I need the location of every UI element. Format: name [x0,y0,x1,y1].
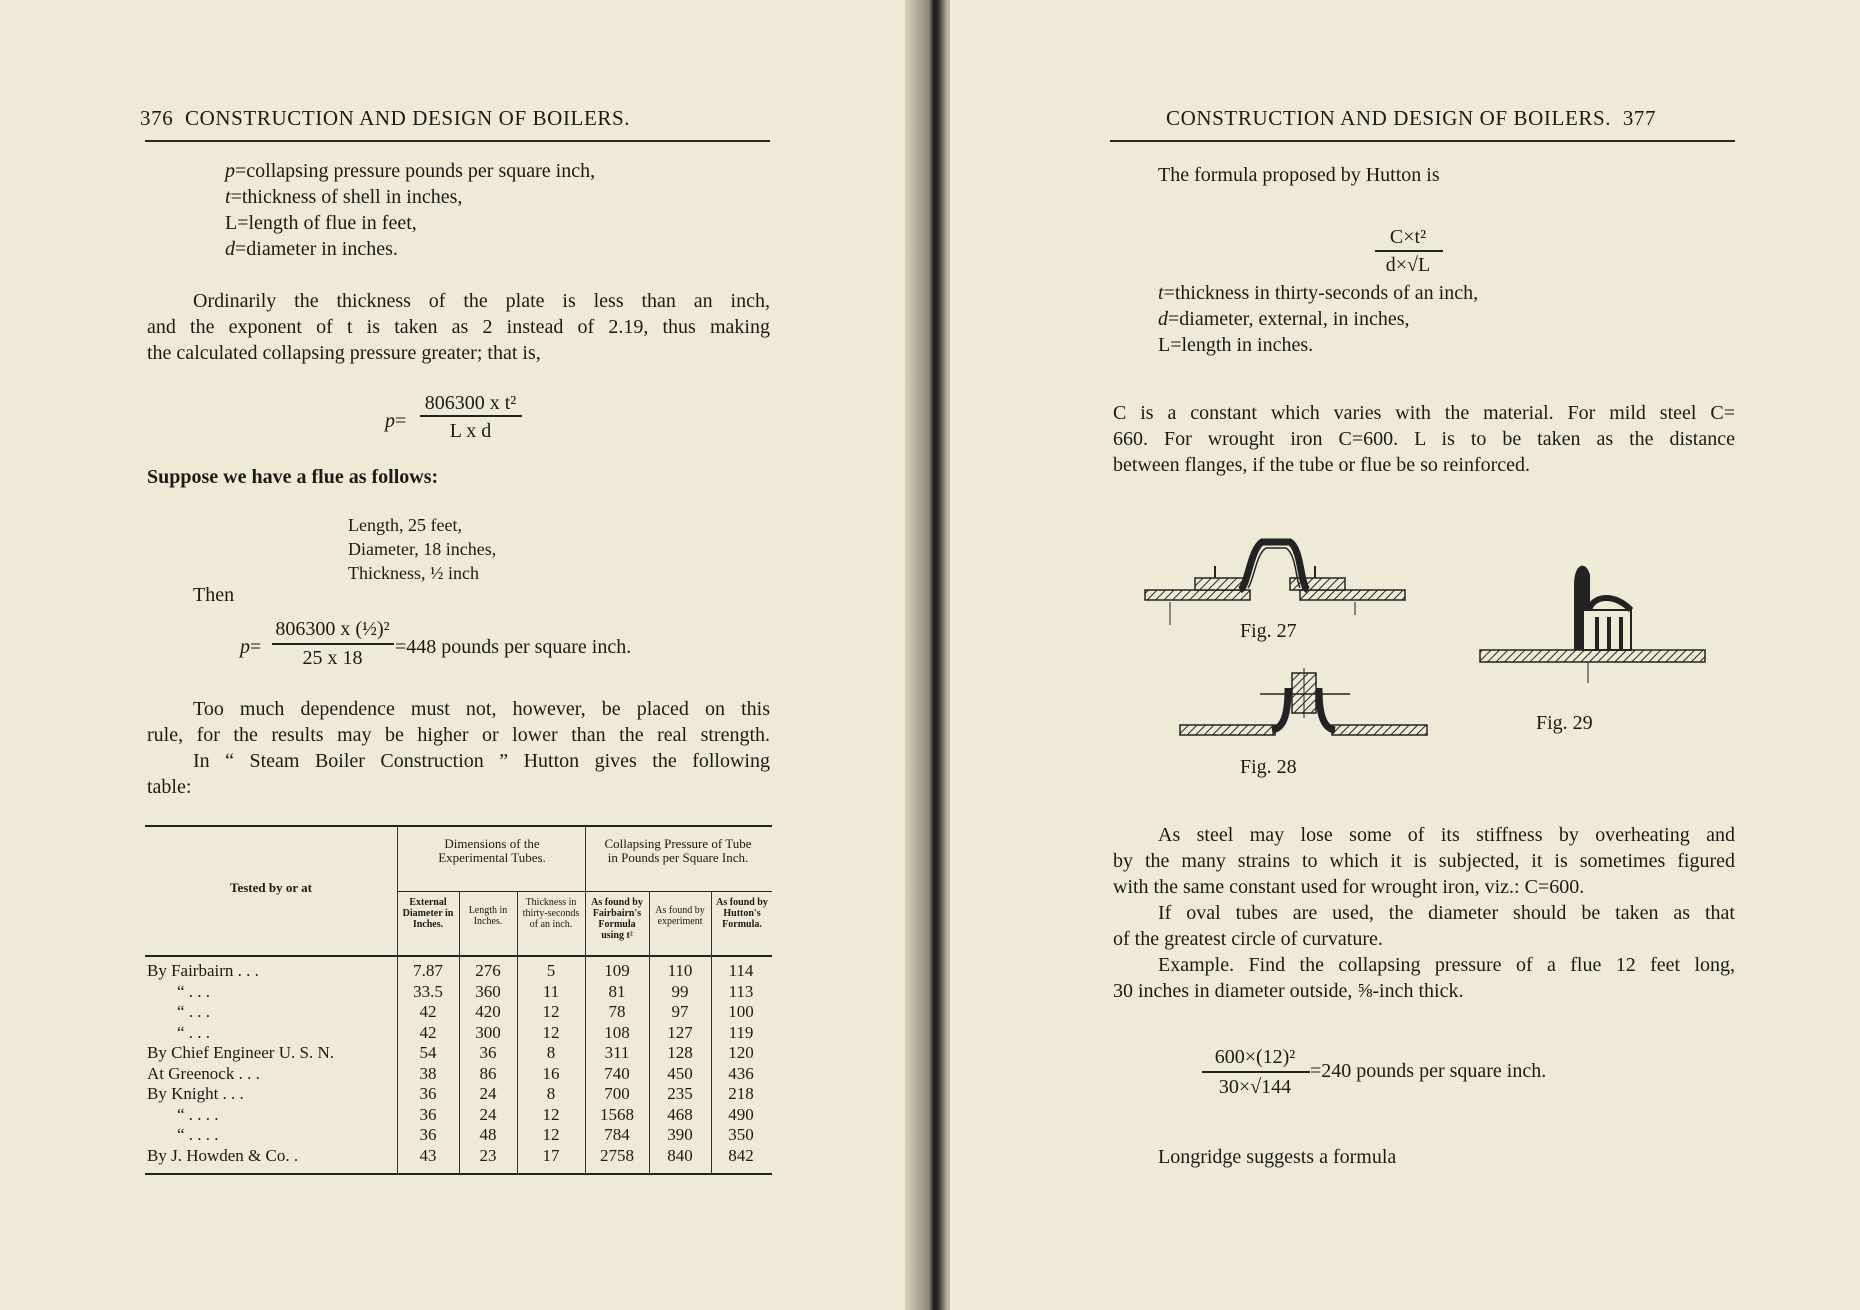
paragraph-line: rule, for the results may be higher or lower than the real strength. [147,724,770,746]
table-cell: 36 [419,1104,437,1124]
table-cell: 38 [419,1063,437,1083]
formula-1-denominator: L x d [449,420,492,442]
fig-28-drawing [1160,668,1450,748]
table-cell: 43 [419,1145,437,1165]
fig-29-caption: Fig. 29 [1536,712,1593,734]
table-header-tested: Tested by or at [230,880,312,895]
table-cell: 2758 [600,1145,634,1165]
table-cell: 99 [671,981,689,1001]
table-cell: 100 [728,1002,754,1021]
table-cell: 33.5 [413,981,443,1001]
table-cell: 311 [604,1043,630,1062]
col-external-diameter: External Diameter in Inches. [402,897,454,930]
table-cell: 420 [475,1002,501,1021]
table-cell: 490 [728,1104,754,1124]
table-cell: 97 [671,1002,689,1021]
left-running-head [140,106,630,131]
paragraph-line: 660. For wrought iron C=600. L is to be taken as the distance [1113,428,1735,450]
col-experiment: As found by experiment [655,905,705,927]
table-cell: 12 [542,1002,560,1021]
fig-27-caption: Fig. 27 [1240,620,1297,642]
closing-line: Longridge suggests a formula [1158,1146,1397,1168]
suppose-line: Suppose we have a flue as follows: [147,466,439,488]
table-row-label: “ . . . [177,1022,211,1042]
table-cell: 17 [542,1145,560,1165]
definition-d: d=diameter, external, in inches, [1158,308,1410,330]
col-length: Length in Inches. [468,905,508,927]
formula-1-numerator: 806300 x t² [424,392,517,414]
table-cell: 218 [728,1084,754,1103]
definition-p: p=collapsing pressure pounds per square inch, [225,160,596,182]
table-cell: 360 [475,981,501,1001]
fig-29-drawing [1475,555,1715,685]
table-cell: 113 [728,981,754,1001]
right-running-head [1166,106,1656,131]
hutton-table [145,825,772,1175]
table-cell: 24 [479,1104,497,1124]
table-cell: 48 [479,1125,497,1144]
paragraph-line: table: [147,776,192,798]
paragraph-line: In “ Steam Boiler Construction ” Hutton gives the following [193,750,770,772]
hutton-intro: The formula proposed by Hutton is [1158,164,1440,186]
table-row-label: “ . . . [177,981,211,1001]
table-cell: 784 [604,1125,630,1144]
table-bottom-rule [145,1173,772,1175]
table-row-label: By Chief Engineer U. S. N. [147,1043,334,1062]
table-cell: 42 [419,1022,437,1042]
table-row-label: “ . . . [177,1002,211,1021]
fig-28-caption: Fig. 28 [1240,756,1297,778]
table-cell: 120 [728,1043,754,1062]
table-group-dimensions: Dimensions of the Experimental Tubes. [438,836,546,865]
table-cell: 36 [479,1043,497,1062]
table-cell: 450 [667,1063,693,1083]
paragraph-line: of the greatest circle of curvature. [1113,928,1383,950]
table-cell: 36 [419,1084,437,1103]
table-cell: 842 [728,1145,754,1165]
formula-1-bar [420,415,522,417]
paragraph-line: Too much dependence must not, however, be placed on this [193,698,770,720]
flue-spec-diameter: Diameter, 18 inches, [348,539,497,559]
table-cell: 12 [542,1125,560,1144]
right-page-number: 377 [1622,106,1657,130]
table-cell: 276 [475,961,501,980]
paragraph-line: and the exponent of t is taken as 2 instead of 2.19, thus making [147,316,770,338]
table-cell: 24 [479,1084,497,1103]
table-row-label: At Greenock . . . [147,1063,260,1083]
table-cell: 86 [479,1063,497,1083]
col-thickness: Thickness in thirty-seconds of an inch. [522,897,580,930]
paragraph-line: the calculated collapsing pressure greater; that is, [147,342,541,364]
formula-4-denominator: 30×√144 [1218,1076,1292,1098]
table-group-pressure: Collapsing Pressure of Tube in Pounds per Square Inch. [604,836,752,865]
table-cell: 700 [604,1084,630,1103]
table-cell: 350 [728,1125,754,1144]
paragraph-line: If oval tubes are used, the diameter should be taken as that [1158,902,1735,924]
table-row-label: By Knight . . . [147,1084,244,1103]
table-cell: 436 [728,1063,754,1083]
table-cell: 119 [728,1022,754,1042]
table-cell: 8 [546,1043,556,1062]
table-cell: 7.87 [413,961,443,980]
table-cell: 114 [728,961,754,980]
table-cell: 235 [667,1084,693,1103]
col-hutton: As found by Hutton's Formula. [716,897,768,930]
table-row-label: “ . . . . [177,1125,219,1144]
table-cell: 16 [542,1063,560,1083]
table-cell: 8 [546,1084,556,1103]
left-page-number: 376 [140,106,174,130]
paragraph-line: between flanges, if the tube or flue be so reinforced. [1113,454,1531,476]
formula-4-result: =240 pounds per square inch. [1310,1060,1547,1082]
flue-spec-thickness: Thickness, ½ inch [348,563,479,583]
formula-4-bar [1202,1071,1310,1073]
table-cell: 78 [608,1002,626,1021]
table-cell: 108 [604,1022,630,1042]
definition-t: t=thickness of shell in inches, [225,186,463,208]
paragraph-line: Ordinarily the thickness of the plate is less than an inch, [193,290,770,312]
table-cell: 81 [608,981,626,1001]
table-cell: 740 [604,1063,630,1083]
table-cell: 109 [604,961,630,980]
formula-2-numerator: 806300 x (½)² [275,618,390,640]
table-cell: 11 [542,981,560,1001]
formula-2-result: =448 pounds per square inch. [395,636,632,658]
table-cell: 300 [475,1022,501,1042]
formula-3-denominator: d×√L [1385,254,1431,276]
definition-L: L=length in inches. [1158,334,1314,356]
col-fairbairn: As found by Fairbairn's Formula using t² [591,897,643,941]
formula-2-lhs: p= [240,636,262,658]
table-cell: 54 [419,1043,437,1062]
table-cell: 12 [542,1104,560,1124]
paragraph-line: by the many strains to which it is subjected, it is sometimes figured [1113,850,1735,872]
right-running-title: CONSTRUCTION AND DESIGN OF BOILERS. [1166,106,1612,130]
table-cell: 128 [667,1043,693,1062]
left-page [0,0,920,1310]
table-cell: 5 [546,961,556,980]
right-page [950,0,1860,1310]
then-word: Then [193,584,235,606]
formula-2-denominator: 25 x 18 [302,647,363,669]
formula-3-numerator: C×t² [1389,226,1427,248]
definition-t: t=thickness in thirty-seconds of an inch, [1158,282,1479,304]
table-row-label: By Fairbairn . . . [147,961,259,980]
table-cell: 468 [667,1104,693,1124]
paragraph-line: 30 inches in diameter outside, ⅝-inch thick. [1113,980,1464,1002]
paragraph-line: Example. Find the collapsing pressure of a flue 12 feet long, [1158,954,1735,976]
left-head-rule [145,140,770,142]
table-cell: 23 [479,1145,497,1165]
formula-4-numerator: 600×(12)² [1214,1046,1296,1068]
table-cell: 12 [542,1022,560,1042]
table-cell: 840 [667,1145,693,1165]
table-row-label: By J. Howden & Co. . [147,1145,299,1165]
table-cell: 110 [667,961,693,980]
definition-d: d=diameter in inches. [225,238,398,260]
table-cell: 1568 [600,1104,634,1124]
paragraph-line: C is a constant which varies with the material. For mild steel C= [1113,402,1735,424]
paragraph-line: As steel may lose some of its stiffness by overheating and [1158,824,1735,846]
flue-spec-length: Length, 25 feet, [348,515,462,535]
table-row-label: “ . . . . [177,1104,219,1124]
table-cell: 36 [419,1125,437,1144]
table-top-rule [145,825,772,827]
table-cell: 390 [667,1125,693,1144]
table-cell: 127 [667,1022,693,1042]
table-cell: 42 [419,1002,437,1021]
paragraph-line: with the same constant used for wrought iron, viz.: C=600. [1113,876,1585,898]
definition-L: L=length of flue in feet, [225,212,417,234]
right-head-rule [1110,140,1735,142]
left-running-title: CONSTRUCTION AND DESIGN OF BOILERS. [185,106,631,130]
formula-1-lhs: p= [385,410,407,432]
